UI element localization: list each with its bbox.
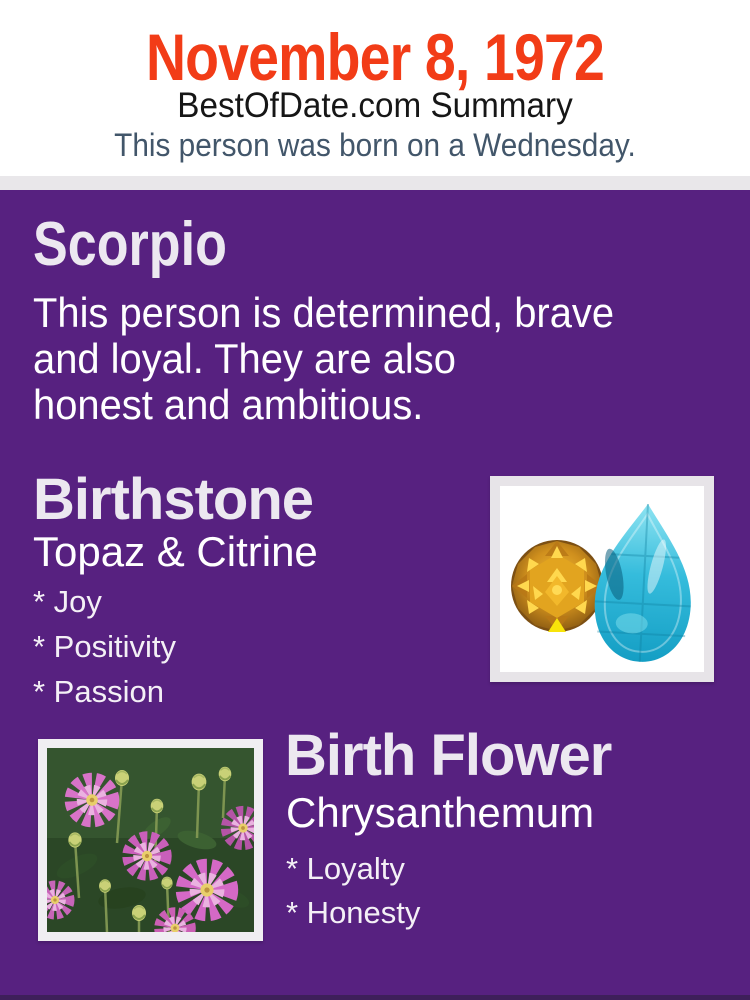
birthstone-trait: * Positivity: [33, 629, 176, 664]
zodiac-description: [33, 290, 614, 428]
footer-bar: [0, 995, 750, 1000]
zodiac-description-line: and loyal. They are also: [33, 335, 456, 382]
divider-bar: [0, 176, 750, 190]
birth-flower-trait: * Honesty: [286, 895, 421, 930]
birthstone-heading: Birthstone: [33, 467, 313, 532]
birth-flower-traits-list: [286, 847, 420, 935]
date-title: November 8, 1972: [145, 20, 605, 94]
birth-flower-image-frame: [38, 739, 263, 941]
zodiac-sign-heading: Scorpio: [33, 210, 227, 279]
birthstone-trait: * Joy: [33, 584, 102, 619]
birthstone-traits-list: [33, 579, 176, 714]
chrysanthemum-image: [47, 748, 254, 932]
zodiac-description-line: honest and ambitious.: [33, 381, 424, 428]
details-section: [0, 190, 750, 1000]
birth-flower-name: Chrysanthemum: [286, 789, 595, 836]
birthstone-image-frame: [490, 476, 714, 682]
birth-flower-heading: Birth Flower: [285, 723, 612, 788]
birthstone-image: [500, 486, 704, 672]
zodiac-description-line: This person is determined, brave: [33, 289, 615, 336]
born-day-line: This person was born on a Wednesday.: [114, 127, 636, 163]
site-summary-title: BestOfDate.com Summary: [177, 86, 573, 125]
birth-flower-trait: * Loyalty: [286, 851, 405, 886]
gems-image: [500, 486, 704, 672]
birth-flower-image: [47, 748, 254, 932]
birthstone-name: Topaz & Citrine: [33, 528, 318, 575]
birthstone-trait: * Passion: [33, 674, 164, 709]
